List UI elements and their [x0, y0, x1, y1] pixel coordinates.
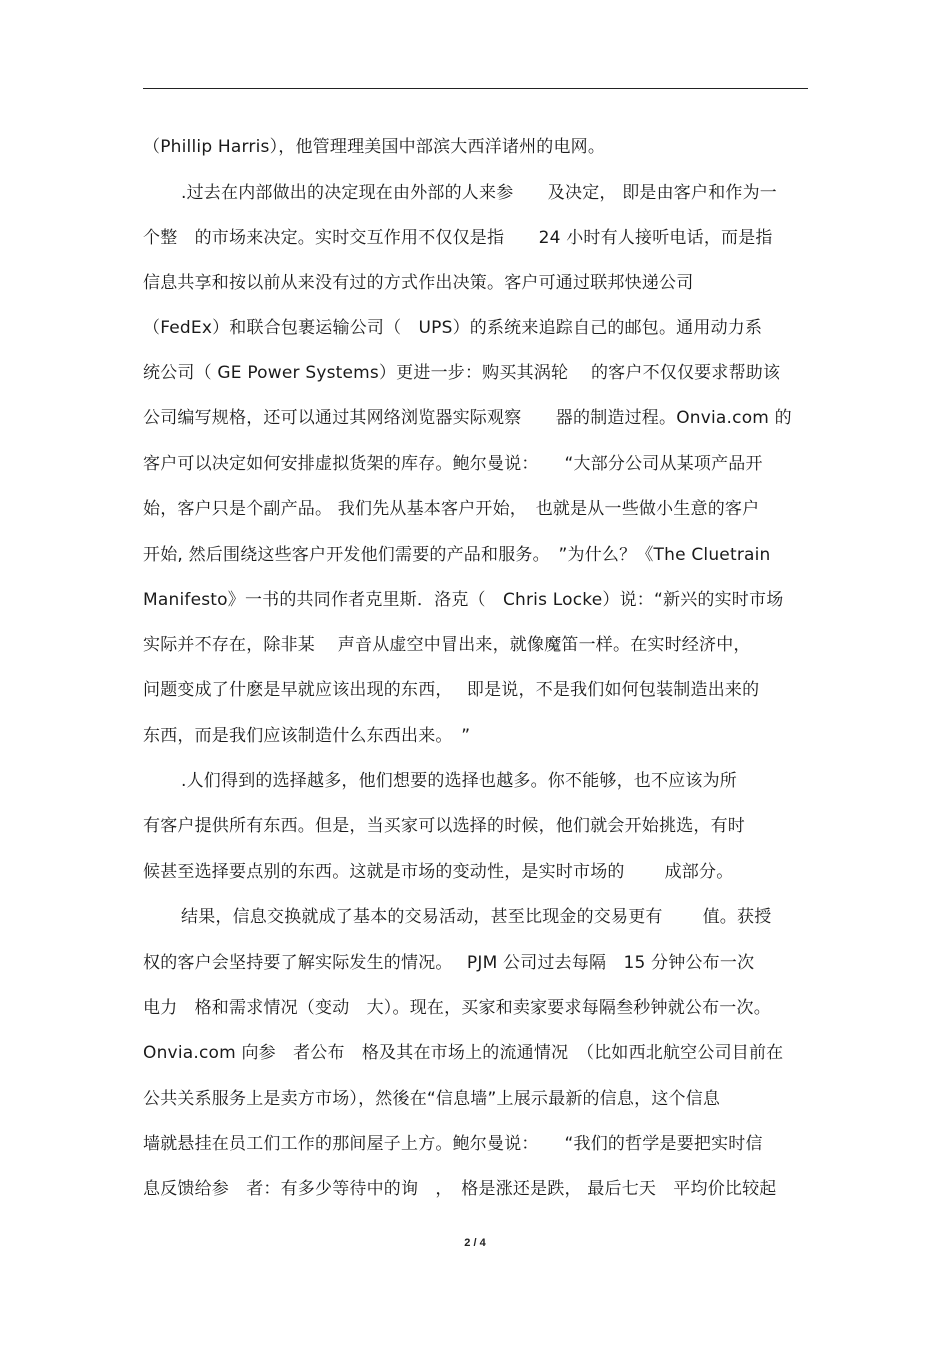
- text-line: 个整 的市场来决定。实时交互作用不仅仅是指 24 小时有人接听电话，而是指: [143, 228, 773, 248]
- text-line: 信息共享和按以前从来没有过的方式作出决策。客户可通过联邦快递公司: [143, 273, 694, 293]
- text-line: （FedEx）和联合包裹运输公司（ UPS）的系统来追踪自己的邮包。通用动力系: [143, 318, 763, 338]
- text-line: 有客户提供所有东西。但是，当买家可以选择的时候，他们就会开始挑选，有时: [143, 816, 745, 836]
- text-line: 始，客户只是个副产品。 我们先从基本客户开始， 也就是从一些做小生意的客户: [143, 499, 760, 519]
- text-line: 实际并不存在，除非某 声音从虚空中冒出来，就像魔笛一样。在实时经济中，: [143, 635, 751, 655]
- text-line: .过去在内部做出的决定现在由外部的人来参 及决定， 即是由客户和作为一: [181, 183, 778, 203]
- text-line: 开始, 然后围绕这些客户开发他们需要的产品和服务。 ”为什么？《The Cluetrain: [143, 545, 771, 565]
- text-line: .人们得到的选择越多，他们想要的选择也越多。你不能够，也不应该为所: [181, 771, 738, 791]
- text-line: 墙就悬挂在员工们工作的那间屋子上方。鲍尔曼说： “我们的哲学是要把实时信: [143, 1134, 763, 1154]
- text-line: 问题变成了什麽是早就应该出现的东西， 即是说，不是我们如何包装制造出来的: [143, 680, 760, 700]
- text-line: 公共关系服务上是卖方市场），然後在“信息墙”上展示最新的信息，这个信息: [143, 1089, 721, 1109]
- text-line: 电力 格和需求情况（变动 大）。现在，买家和卖家要求每隔叁秒钟就公布一次。: [143, 998, 771, 1018]
- text-line: 结果，信息交换就成了基本的交易活动，甚至比现金的交易更有 值。获授: [181, 907, 772, 927]
- text-line: 东西，而是我们应该制造什么东西出来。 ”: [143, 726, 471, 746]
- text-line: 公司编写规格，还可以通过其网络浏览器实际观察 器的制造过程。Onvia.com 的: [143, 408, 792, 428]
- text-line: 统公司（ GE Power Systems）更进一步：购买其涡轮 的客户不仅仅要求帮助该: [143, 363, 781, 383]
- text-line: 客户可以决定如何安排虚拟货架的库存。鲍尔曼说： “大部分公司从某项产品开: [143, 454, 763, 474]
- text-line: Onvia.com 向参 者公布 格及其在市场上的流通情况 （比如西北航空公司目前在: [143, 1043, 784, 1063]
- text-line: 权的客户会坚持要了解实际发生的情况。 PJM 公司过去每隔 15 分钟公布一次: [143, 953, 755, 973]
- text-line: Manifesto》一书的共同作者克里斯．洛克（ Chris Locke）说：“新兴的实时市场: [143, 590, 784, 610]
- text-line: 息反馈给参 者：有多少等待中的询 ， 格是涨还是跌， 最后七天 平均价比较起: [143, 1179, 777, 1199]
- text-line: （Phillip Harris），他管理理美国中部滨大西洋诸州的电网。: [143, 137, 606, 157]
- text-line: 候甚至选择要点别的东西。这就是市场的变动性，是实时市场的 成部分。: [143, 862, 734, 882]
- page-number: 2 / 4: [464, 1237, 486, 1249]
